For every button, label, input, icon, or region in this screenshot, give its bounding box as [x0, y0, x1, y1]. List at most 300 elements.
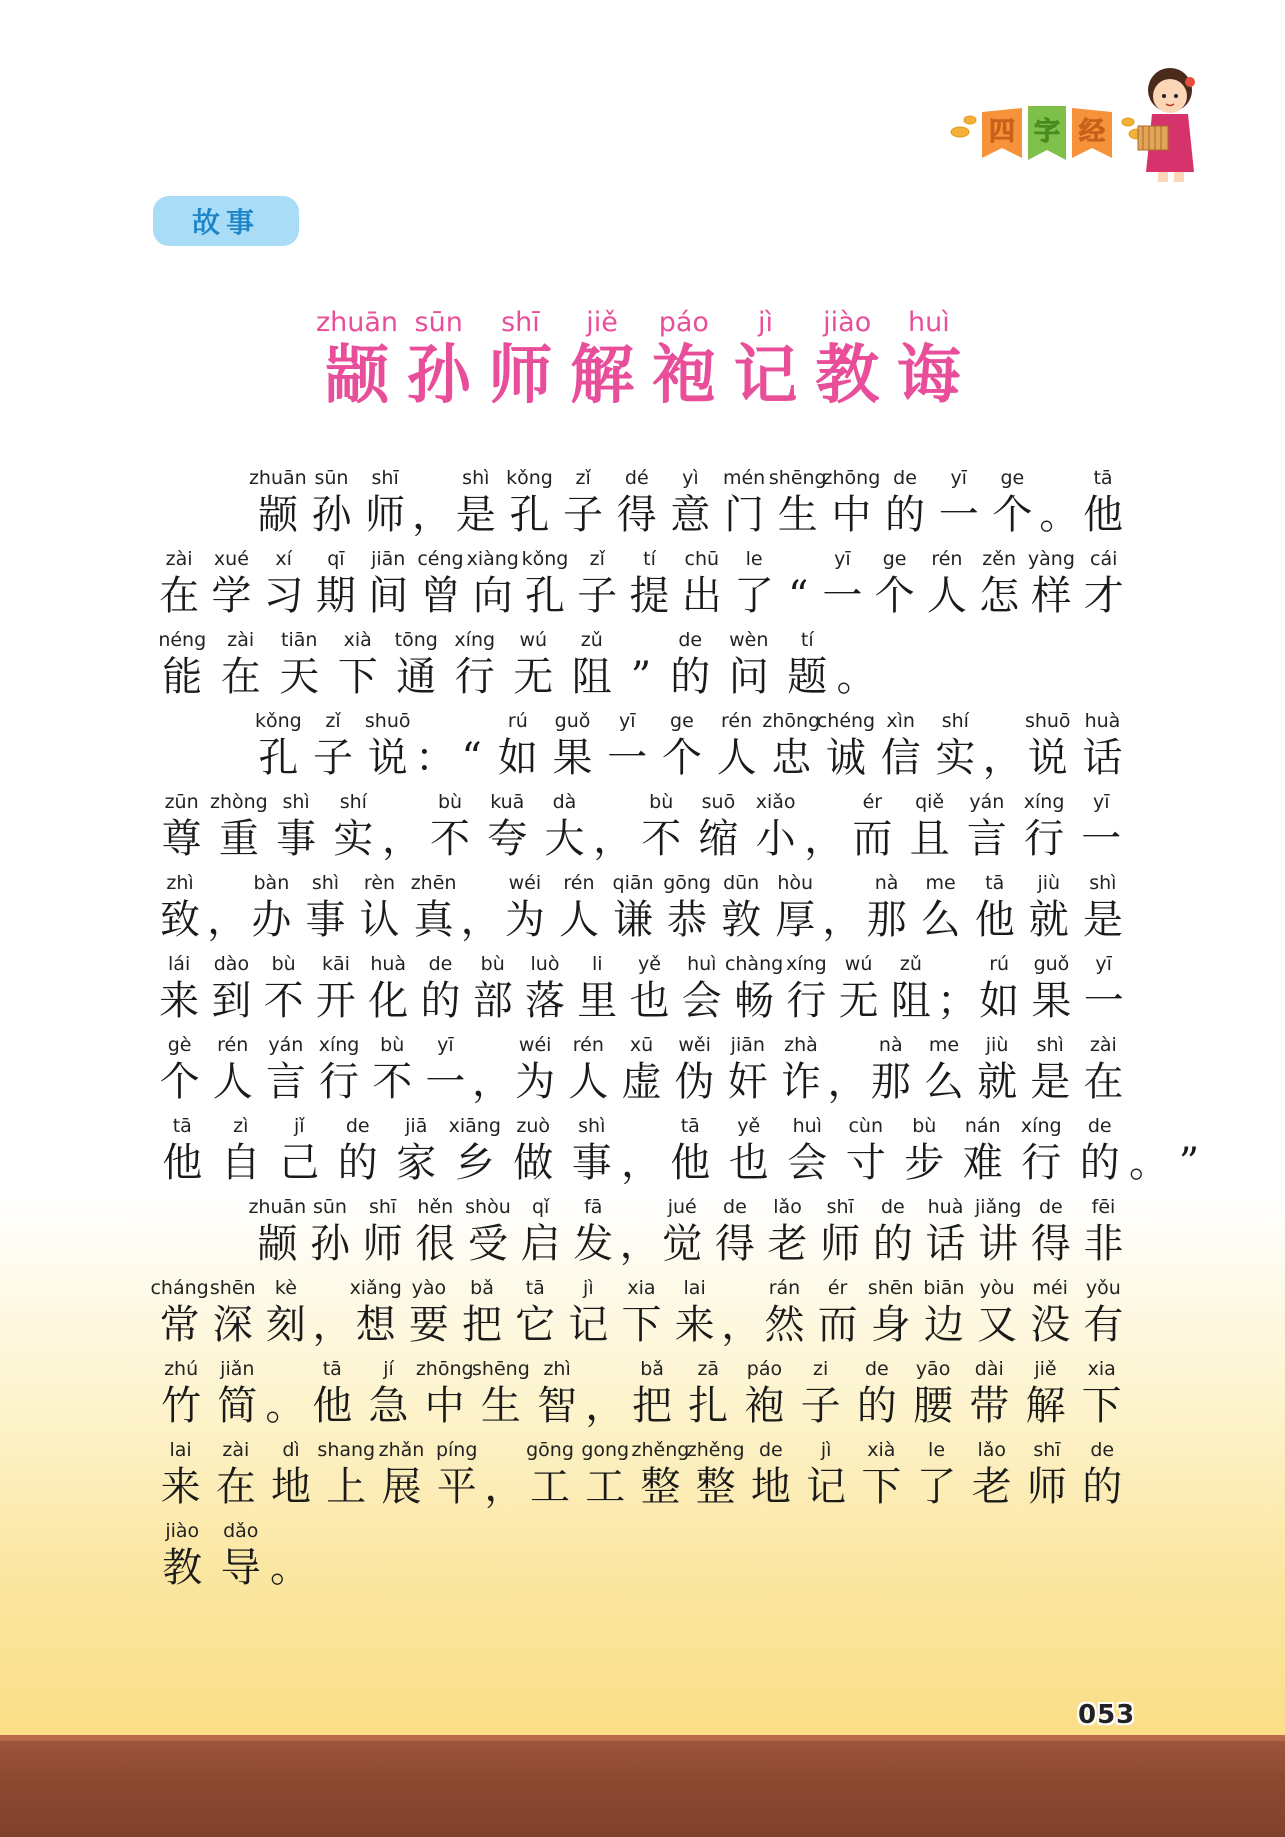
pinyin: wèn [729, 629, 769, 651]
hanzi: 如 [497, 735, 538, 781]
char-cell [366, 1032, 419, 1106]
title-pinyin: páo [658, 307, 709, 338]
pinyin: shí [941, 710, 969, 732]
hanzi: 师 [365, 492, 406, 538]
char-cell [661, 1113, 720, 1187]
pinyin: jiǎn [220, 1358, 255, 1380]
char-cell [259, 1032, 312, 1106]
char-cell [921, 546, 973, 620]
pinyin: chéng [816, 710, 876, 732]
floor-decoration [0, 1735, 1285, 1837]
pinyin: le [928, 1439, 946, 1461]
pinyin: de [428, 953, 453, 975]
char-cell [545, 708, 600, 782]
hanzi: 常 [159, 1302, 200, 1348]
pinyin: zhì [543, 1358, 571, 1380]
char-cell [298, 870, 352, 944]
char-cell [329, 1113, 388, 1187]
pinyin: chū [684, 548, 720, 570]
hanzi: 的 [420, 978, 461, 1024]
char-cell [304, 1356, 360, 1430]
pinyin: shuō [1024, 710, 1071, 732]
char-cell [768, 870, 822, 944]
hanzi: 师 [362, 1221, 403, 1267]
pinyin: shì [578, 1115, 606, 1137]
pinyin: wéi [508, 872, 542, 894]
pinyin: ge [1000, 467, 1025, 489]
hanzi: 了 [916, 1464, 957, 1510]
pinyin: zǔ [580, 629, 603, 651]
pinyin: biān [923, 1277, 965, 1299]
hanzi: 孔 [524, 573, 565, 619]
char-cell [844, 789, 901, 863]
char-cell [446, 1113, 505, 1187]
char-cell [968, 870, 1022, 944]
char-cell [1025, 1194, 1078, 1268]
pinyin: bù [912, 1115, 937, 1137]
hanzi: 他 [670, 1140, 711, 1186]
hanzi: 师 [1026, 1464, 1067, 1510]
char-cell [244, 870, 298, 944]
hanzi: 下 [861, 1464, 902, 1510]
pinyin: cùn [848, 1115, 884, 1137]
char-cell [153, 1032, 206, 1106]
pinyin: yī [437, 1034, 454, 1056]
pinyin: shì [282, 791, 310, 813]
char-cell [263, 1437, 318, 1511]
pinyin: nán [964, 1115, 1001, 1137]
pinyin: bù [380, 1034, 405, 1056]
pinyin: bǎ [640, 1358, 664, 1380]
hanzi: ， [484, 1464, 525, 1510]
char-cell [153, 546, 205, 620]
char-cell [153, 627, 212, 701]
hanzi: 样 [1031, 573, 1072, 619]
char-cell [972, 1194, 1025, 1268]
text-line [153, 1518, 310, 1592]
hanzi: 一 [607, 735, 648, 781]
pinyin: zài [165, 548, 193, 570]
hanzi: 孙 [309, 1221, 350, 1267]
punctuation [721, 1275, 762, 1349]
pinyin: de [759, 1439, 783, 1461]
hanzi: 而 [852, 816, 893, 862]
hanzi: 出 [681, 573, 722, 619]
char-cell [961, 1356, 1017, 1430]
char-cell [656, 1194, 709, 1268]
char-cell [449, 465, 503, 539]
hanzi: 诚 [825, 735, 866, 781]
hanzi: 会 [681, 978, 722, 1024]
hanzi: 问 [728, 654, 769, 700]
char-cell [312, 1032, 365, 1106]
char-cell [208, 1437, 263, 1511]
hanzi: 人 [568, 1059, 609, 1105]
pinyin: shì [1089, 872, 1117, 894]
hanzi: 通 [396, 654, 437, 700]
pinyin: rén [572, 1034, 604, 1056]
hanzi: 行 [454, 654, 495, 700]
char-cell [816, 708, 876, 782]
pinyin: bàn [253, 872, 290, 894]
hanzi: 是 [1082, 897, 1123, 943]
char-cell [509, 1275, 562, 1349]
punctuation [804, 789, 843, 863]
char-cell [680, 1356, 736, 1430]
char-cell [1017, 1356, 1073, 1430]
hanzi: 大 [544, 816, 585, 862]
pinyin: dà [552, 791, 577, 813]
char-cell [709, 1194, 762, 1268]
pinyin: rú [507, 710, 528, 732]
hanzi: 谦 [613, 897, 654, 943]
hanzi: 在 [215, 1464, 256, 1510]
punctuation [411, 465, 452, 539]
char-cell [467, 546, 519, 620]
hanzi: ， [619, 1221, 660, 1267]
char-cell [973, 546, 1025, 620]
hanzi: 竹 [161, 1383, 202, 1429]
pinyin: qī [327, 548, 345, 570]
title-char [645, 306, 723, 412]
pinyin: zhěng [631, 1439, 690, 1461]
hanzi: 落 [524, 978, 565, 1024]
hanzi: ， [804, 816, 845, 862]
pinyin: zǐ [589, 548, 605, 570]
pinyin: huà [370, 953, 407, 975]
char-cell [205, 546, 257, 620]
char-cell [728, 546, 780, 620]
char-cell [571, 546, 623, 620]
char-cell [563, 1113, 622, 1187]
hanzi: 不 [641, 816, 682, 862]
hanzi: ， [207, 897, 248, 943]
char-cell [600, 708, 655, 782]
hanzi: 那 [866, 897, 907, 943]
hanzi: 实 [333, 816, 374, 862]
hanzi: 他 [162, 1140, 203, 1186]
pinyin: shēn [867, 1277, 914, 1299]
hanzi: 习 [263, 573, 304, 619]
hanzi: 真 [413, 897, 454, 943]
hanzi: 。 [1039, 492, 1080, 538]
pinyin: xué [213, 548, 249, 570]
hanzi: 畅 [734, 978, 775, 1024]
char-cell [556, 465, 610, 539]
char-cell [352, 870, 406, 944]
hanzi: 孔 [258, 735, 299, 781]
char-cell [562, 1032, 615, 1106]
text-line [153, 789, 1130, 863]
pinyin: guǒ [554, 710, 591, 732]
char-cell [504, 1113, 563, 1187]
hanzi: 子 [563, 492, 604, 538]
hanzi: 个 [992, 492, 1033, 538]
title-hanzi: 教 [815, 339, 880, 413]
char-cell [325, 789, 382, 863]
pinyin: ér [827, 1277, 848, 1299]
char-cell [873, 708, 928, 782]
pinyin: suō [701, 791, 736, 813]
hanzi: 非 [1083, 1221, 1124, 1267]
punctuation [621, 1113, 661, 1187]
pinyin: tā [525, 1277, 545, 1299]
title-hanzi: 颛 [325, 339, 389, 413]
pinyin: zài [222, 1439, 250, 1461]
char-cell [854, 1437, 909, 1511]
punctuation [484, 1437, 525, 1511]
pinyin: ge [670, 710, 694, 732]
hanzi: 自 [220, 1140, 261, 1186]
pinyin: bǎ [470, 1277, 494, 1299]
char-cell [402, 1275, 455, 1349]
pinyin: shī [371, 467, 399, 489]
char-cell [909, 1437, 964, 1511]
pinyin: zhuān [248, 467, 307, 489]
char-cell [473, 1356, 529, 1430]
hanzi: 才 [1083, 573, 1124, 619]
char-cell [914, 870, 968, 944]
hanzi: 意 [670, 492, 711, 538]
char-cell [615, 1275, 668, 1349]
char-cell [721, 1032, 774, 1106]
hanzi: 他 [1083, 492, 1124, 538]
hanzi: 个 [159, 1059, 200, 1105]
text-line [153, 870, 1130, 944]
char-cell [509, 1032, 562, 1106]
pinyin: de [345, 1115, 370, 1137]
char-cell [306, 708, 361, 782]
pinyin: yì [682, 467, 699, 489]
char-cell [1074, 1356, 1130, 1430]
pinyin: yī [618, 710, 636, 732]
pinyin: xū [629, 1034, 654, 1056]
hanzi: 启 [520, 1221, 561, 1267]
hanzi: 。 [265, 1383, 306, 1429]
pinyin: xia [627, 1277, 656, 1299]
char-cell [623, 546, 675, 620]
hanzi: 想 [355, 1302, 396, 1348]
char-cell [212, 627, 271, 701]
hanzi: 老 [767, 1221, 808, 1267]
pinyin: zěn [982, 548, 1017, 570]
char-cell [248, 465, 307, 539]
char-cell [928, 708, 983, 782]
hanzi: 带 [969, 1383, 1010, 1429]
hanzi: 人 [926, 573, 967, 619]
char-cell [258, 546, 310, 620]
char-cell [1078, 546, 1130, 620]
hanzi: 到 [211, 978, 252, 1024]
char-cell [901, 789, 958, 863]
hanzi: 如 [979, 978, 1020, 1024]
title-hanzi: 袍 [651, 339, 716, 413]
punctuation [983, 708, 1021, 782]
char-cell [973, 951, 1025, 1025]
pinyin: xiǎo [755, 791, 796, 813]
char-cell [209, 1356, 265, 1430]
pinyin: zhōng [762, 710, 821, 732]
pinyin: de [1087, 1115, 1112, 1137]
char-cell [310, 951, 362, 1025]
hanzi: 讲 [978, 1221, 1019, 1267]
hanzi: 果 [552, 735, 593, 781]
char-cell [624, 1356, 680, 1430]
hanzi: 中 [831, 492, 872, 538]
char-cell [491, 708, 546, 782]
hanzi: 开 [315, 978, 356, 1024]
pinyin: yàng [1027, 548, 1075, 570]
hanzi: 来 [159, 978, 200, 1024]
hanzi: 导 [220, 1545, 261, 1591]
pinyin: zhuān [248, 1196, 307, 1218]
char-cell [446, 627, 505, 701]
hanzi: 。 [270, 1545, 310, 1591]
pinyin: de [864, 1358, 889, 1380]
hanzi: 整 [695, 1464, 736, 1510]
char-cell [414, 951, 466, 1025]
pinyin: shì [462, 467, 490, 489]
hanzi: 展 [381, 1464, 422, 1510]
pinyin: zhōng [415, 1358, 474, 1380]
girl-reading-icon [1138, 68, 1195, 182]
char-cell [747, 789, 804, 863]
char-cell [212, 1113, 271, 1187]
hanzi: 一 [425, 1059, 466, 1105]
pinyin: tā [985, 872, 1005, 894]
pinyin: yī [950, 467, 967, 489]
pinyin: xiāng [448, 1115, 501, 1137]
title-char [315, 306, 399, 413]
hanzi: 深 [212, 1302, 253, 1348]
char-cell [623, 951, 675, 1025]
char-cell [514, 1194, 567, 1268]
pinyin: jiě [1034, 1358, 1057, 1380]
hanzi: 间 [368, 573, 409, 619]
hanzi: 无 [838, 978, 879, 1024]
hanzi: ， [593, 816, 634, 862]
title-pinyin: shī [501, 307, 540, 338]
pinyin: kǒng [506, 467, 553, 489]
pinyin: wú [844, 953, 873, 975]
char-cell [655, 708, 710, 782]
pinyin: dūn [723, 872, 760, 894]
hanzi: 学 [211, 573, 252, 619]
hanzi: 受 [467, 1221, 508, 1267]
pinyin: lai [169, 1439, 192, 1461]
hanzi: 的 [1079, 1140, 1120, 1186]
hanzi: 怎 [979, 573, 1020, 619]
hanzi: 是 [455, 492, 496, 538]
text-line [153, 951, 1130, 1025]
hanzi: 急 [368, 1383, 409, 1429]
char-cell [374, 1437, 429, 1511]
hanzi: 智 [537, 1383, 578, 1429]
pinyin: de [1090, 1439, 1115, 1461]
char-cell [419, 1032, 472, 1106]
pinyin: cháng [150, 1277, 209, 1299]
char-cell [837, 1113, 896, 1187]
punctuation [415, 708, 456, 782]
pinyin: céng [417, 548, 464, 570]
pinyin: xia [1087, 1358, 1116, 1380]
hanzi: 有 [1083, 1302, 1124, 1348]
hanzi: 工 [585, 1464, 626, 1510]
hanzi: 话 [1082, 735, 1123, 781]
hanzi: 行 [1024, 816, 1065, 862]
pinyin: lai [683, 1277, 706, 1299]
pinyin: jiān [730, 1034, 765, 1056]
char-cell [153, 870, 207, 944]
pinyin: yě [638, 953, 661, 975]
pinyin: qiě [915, 791, 945, 813]
hanzi: 中 [424, 1383, 465, 1429]
hanzi: 而 [817, 1302, 858, 1348]
title-hanzi: 孙 [406, 339, 471, 413]
hanzi: 忠 [771, 735, 812, 781]
hanzi: 然 [764, 1302, 805, 1348]
pinyin: shòu [465, 1196, 511, 1218]
pinyin: hòu [777, 872, 814, 894]
page-number: 053 [1078, 1700, 1136, 1730]
title-pinyin: jiào [823, 307, 872, 338]
pinyin: cái [1090, 548, 1118, 570]
pinyin: de [893, 467, 917, 489]
char-cell [668, 1032, 721, 1106]
char-cell [864, 1275, 917, 1349]
punctuation [827, 1032, 868, 1106]
pinyin: ér [862, 791, 883, 813]
char-cell [206, 1032, 259, 1106]
char-cell [562, 1275, 615, 1349]
hanzi: 了 [734, 573, 775, 619]
hanzi: 行 [786, 978, 827, 1024]
hanzi: 寸 [845, 1140, 886, 1186]
char-cell [905, 1356, 961, 1430]
char-cell [1015, 789, 1072, 863]
hanzi: 尊 [161, 816, 202, 862]
hanzi: 。 [1129, 1140, 1169, 1186]
char-cell [1078, 951, 1130, 1025]
hanzi: 步 [904, 1140, 945, 1186]
pinyin: rán [768, 1277, 801, 1299]
pinyin: xíng [454, 629, 496, 651]
hanzi: 的 [885, 492, 926, 538]
title-char [808, 306, 886, 412]
hanzi: 记 [568, 1302, 609, 1348]
char-cell [954, 1113, 1013, 1187]
hanzi: ， [721, 1302, 762, 1348]
char-cell [479, 789, 536, 863]
hanzi: “ [461, 735, 482, 781]
punctuation [207, 870, 248, 944]
pinyin: dé [624, 467, 649, 489]
pinyin: píng [435, 1439, 478, 1461]
hanzi: 教 [162, 1545, 203, 1591]
pinyin: wéi [518, 1034, 552, 1056]
char-cell [816, 546, 868, 620]
pinyin: shēng [768, 467, 827, 489]
pinyin: rén [217, 1034, 249, 1056]
pinyin: jǐ [293, 1115, 305, 1137]
pinyin: kāi [321, 953, 350, 975]
hanzi: 觉 [662, 1221, 703, 1267]
hanzi: 一 [938, 492, 979, 538]
hanzi: 不 [372, 1059, 413, 1105]
hanzi: 里 [577, 978, 618, 1024]
hanzi: ， [312, 1302, 353, 1348]
hanzi: 阻 [571, 654, 612, 700]
